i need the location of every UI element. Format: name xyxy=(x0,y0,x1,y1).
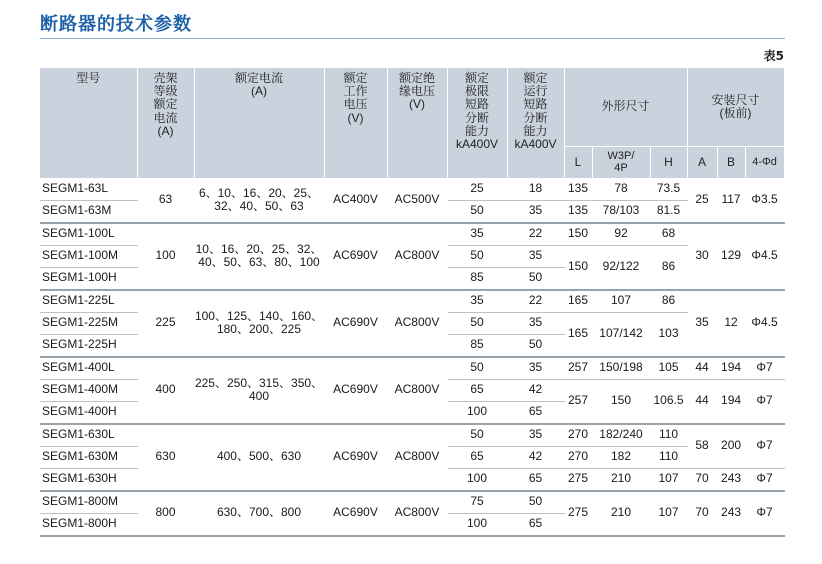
model-cell: SEGM1-630L xyxy=(40,424,137,447)
model-cell: SEGM1-400M xyxy=(40,379,137,401)
header-outline-dimensions: 外形尺寸 xyxy=(564,68,687,146)
icu-cell: 65 xyxy=(447,446,507,468)
table-row xyxy=(40,491,784,514)
dim-l-cell: 135 xyxy=(564,178,592,200)
dim-l-cell: 135 xyxy=(564,200,592,223)
voltage-cell: AC690V xyxy=(324,223,387,290)
voltage-cell: AC690V xyxy=(324,357,387,424)
frame-cell: 630 xyxy=(137,424,194,491)
dim-l-cell: 257 xyxy=(564,357,592,380)
model-cell: SEGM1-400H xyxy=(40,401,137,424)
header-dim-a: A xyxy=(687,146,717,178)
ics-cell: 42 xyxy=(507,446,564,468)
dim-a-cell: 70 xyxy=(687,491,717,536)
model-cell: SEGM1-630M xyxy=(40,446,137,468)
icu-cell: 100 xyxy=(447,468,507,491)
dim-h-cell: 73.5 xyxy=(650,178,687,200)
header-dim-b: B xyxy=(717,146,745,178)
ics-cell: 50 xyxy=(507,267,564,290)
dim-h-cell: 68 xyxy=(650,223,687,246)
frame-cell: 800 xyxy=(137,491,194,536)
header-model: 型号 xyxy=(40,68,137,178)
ics-cell: 35 xyxy=(507,424,564,447)
dim-b-cell: 200 xyxy=(717,424,745,469)
icu-cell: 85 xyxy=(447,334,507,357)
dim-h-cell: 81.5 xyxy=(650,200,687,223)
dim-h-cell: 103 xyxy=(650,312,687,357)
header-insulation-voltage: 额定绝 缘电压 (V) xyxy=(387,68,447,178)
model-cell: SEGM1-800M xyxy=(40,491,137,514)
dim-hole-cell: Φ4.5 xyxy=(745,290,784,357)
table-header xyxy=(40,68,784,178)
header-dim-l: L xyxy=(564,146,592,178)
table-number: 表5 xyxy=(763,49,784,63)
icu-cell: 75 xyxy=(447,491,507,514)
dim-hole-cell: Φ3.5 xyxy=(745,178,784,223)
icu-cell: 35 xyxy=(447,290,507,313)
icu-cell: 50 xyxy=(447,312,507,334)
dim-w-cell: 210 xyxy=(592,468,650,491)
icu-cell: 100 xyxy=(447,513,507,536)
ics-cell: 22 xyxy=(507,290,564,313)
dim-w-cell: 92/122 xyxy=(592,245,650,290)
header-service-breaking: 额定 运行 短路 分断 能力 kA400V xyxy=(507,68,564,178)
model-cell: SEGM1-63M xyxy=(40,200,137,223)
ics-cell: 35 xyxy=(507,200,564,223)
dim-h-cell: 107 xyxy=(650,468,687,491)
dim-hole-cell: Φ7 xyxy=(745,468,784,491)
dim-b-cell: 243 xyxy=(717,491,745,536)
model-cell: SEGM1-225M xyxy=(40,312,137,334)
dim-a-cell: 44 xyxy=(687,357,717,380)
dim-l-cell: 270 xyxy=(564,446,592,468)
page-title: 断路器的技术参数 xyxy=(40,14,192,35)
header-frame-current: 壳架 等级 额定 电流 (A) xyxy=(137,68,194,178)
current-cell: 100、125、140、160、180、200、225 xyxy=(194,290,324,357)
ics-cell: 65 xyxy=(507,468,564,491)
title-divider xyxy=(40,38,785,39)
icu-cell: 35 xyxy=(447,223,507,246)
icu-cell: 50 xyxy=(447,245,507,267)
dim-a-cell: 70 xyxy=(687,468,717,491)
dim-h-cell: 86 xyxy=(650,245,687,290)
header-install-dimensions: 安装尺寸 (板前) xyxy=(687,68,784,146)
header-dim-h: H xyxy=(650,146,687,178)
dim-hole-cell: Φ7 xyxy=(745,491,784,536)
dim-hole-cell: Φ7 xyxy=(745,357,784,380)
current-cell: 630、700、800 xyxy=(194,491,324,536)
dim-b-cell: 12 xyxy=(717,290,745,357)
model-cell: SEGM1-400L xyxy=(40,357,137,380)
dim-l-cell: 150 xyxy=(564,245,592,290)
table-row xyxy=(40,290,784,313)
dim-b-cell: 117 xyxy=(717,178,745,223)
dim-h-cell: 107 xyxy=(650,491,687,536)
dim-w-cell: 107 xyxy=(592,290,650,313)
dim-l-cell: 165 xyxy=(564,312,592,357)
dim-w-cell: 150/198 xyxy=(592,357,650,380)
ics-cell: 22 xyxy=(507,223,564,246)
insulation-cell: AC500V xyxy=(387,178,447,223)
icu-cell: 85 xyxy=(447,267,507,290)
model-cell: SEGM1-800H xyxy=(40,513,137,536)
table-row xyxy=(40,357,784,380)
dim-h-cell: 110 xyxy=(650,446,687,468)
header-rated-voltage: 额定 工作 电压 (V) xyxy=(324,68,387,178)
dim-hole-cell: Φ4.5 xyxy=(745,223,784,290)
dim-w-cell: 78/103 xyxy=(592,200,650,223)
dim-a-cell: 30 xyxy=(687,223,717,290)
dim-a-cell: 58 xyxy=(687,424,717,469)
table-row xyxy=(40,223,784,246)
ics-cell: 42 xyxy=(507,379,564,401)
dim-l-cell: 275 xyxy=(564,468,592,491)
frame-cell: 400 xyxy=(137,357,194,424)
frame-cell: 225 xyxy=(137,290,194,357)
model-cell: SEGM1-630H xyxy=(40,468,137,491)
current-cell: 400、500、630 xyxy=(194,424,324,491)
dim-b-cell: 243 xyxy=(717,468,745,491)
icu-cell: 50 xyxy=(447,424,507,447)
icu-cell: 65 xyxy=(447,379,507,401)
icu-cell: 50 xyxy=(447,357,507,380)
header-rated-current: 额定电流 (A) xyxy=(194,68,324,178)
icu-cell: 25 xyxy=(447,178,507,200)
insulation-cell: AC800V xyxy=(387,357,447,424)
icu-cell: 100 xyxy=(447,401,507,424)
dim-w-cell: 78 xyxy=(592,178,650,200)
dim-l-cell: 165 xyxy=(564,290,592,313)
dim-hole-cell: Φ7 xyxy=(745,424,784,469)
dim-w-cell: 182/240 xyxy=(592,424,650,447)
ics-cell: 50 xyxy=(507,334,564,357)
dim-l-cell: 270 xyxy=(564,424,592,447)
dim-a-cell: 25 xyxy=(687,178,717,223)
model-cell: SEGM1-225H xyxy=(40,334,137,357)
model-cell: SEGM1-100M xyxy=(40,245,137,267)
dim-hole-cell: Φ7 xyxy=(745,379,784,424)
header-dim-hole: 4-Φd xyxy=(745,146,784,178)
voltage-cell: AC400V xyxy=(324,178,387,223)
table-body xyxy=(40,178,784,536)
voltage-cell: AC690V xyxy=(324,424,387,491)
dim-w-cell: 107/142 xyxy=(592,312,650,357)
dim-h-cell: 105 xyxy=(650,357,687,380)
dim-a-cell: 35 xyxy=(687,290,717,357)
dim-w-cell: 210 xyxy=(592,491,650,536)
ics-cell: 50 xyxy=(507,491,564,514)
model-cell: SEGM1-225L xyxy=(40,290,137,313)
voltage-cell: AC690V xyxy=(324,290,387,357)
dim-w-cell: 92 xyxy=(592,223,650,246)
model-cell: SEGM1-100L xyxy=(40,223,137,246)
dim-b-cell: 194 xyxy=(717,379,745,424)
table-row xyxy=(40,424,784,447)
dim-w-cell: 150 xyxy=(592,379,650,424)
header-ultimate-breaking: 额定 极限 短路 分断 能力 kA400V xyxy=(447,68,507,178)
current-cell: 10、16、20、25、32、40、50、63、80、100 xyxy=(194,223,324,290)
dim-w-cell: 182 xyxy=(592,446,650,468)
header-dim-w: W3P/ 4P xyxy=(592,146,650,178)
current-cell: 225、250、315、350、400 xyxy=(194,357,324,424)
frame-cell: 63 xyxy=(137,178,194,223)
icu-cell: 50 xyxy=(447,200,507,223)
model-cell: SEGM1-63L xyxy=(40,178,137,200)
ics-cell: 35 xyxy=(507,357,564,380)
model-cell: SEGM1-100H xyxy=(40,267,137,290)
ics-cell: 35 xyxy=(507,245,564,267)
dim-l-cell: 257 xyxy=(564,379,592,424)
dim-b-cell: 129 xyxy=(717,223,745,290)
ics-cell: 18 xyxy=(507,178,564,200)
dim-b-cell: 194 xyxy=(717,357,745,380)
table-row xyxy=(40,178,784,200)
current-cell: 6、10、16、20、25、32、40、50、63 xyxy=(194,178,324,223)
dim-a-cell: 44 xyxy=(687,379,717,424)
dim-h-cell: 110 xyxy=(650,424,687,447)
dim-h-cell: 106.5 xyxy=(650,379,687,424)
insulation-cell: AC800V xyxy=(387,223,447,290)
frame-cell: 100 xyxy=(137,223,194,290)
dim-l-cell: 275 xyxy=(564,491,592,536)
ics-cell: 65 xyxy=(507,513,564,536)
insulation-cell: AC800V xyxy=(387,290,447,357)
insulation-cell: AC800V xyxy=(387,491,447,536)
dim-h-cell: 86 xyxy=(650,290,687,313)
insulation-cell: AC800V xyxy=(387,424,447,491)
spec-table xyxy=(40,68,785,537)
dim-l-cell: 150 xyxy=(564,223,592,246)
voltage-cell: AC690V xyxy=(324,491,387,536)
ics-cell: 65 xyxy=(507,401,564,424)
ics-cell: 35 xyxy=(507,312,564,334)
